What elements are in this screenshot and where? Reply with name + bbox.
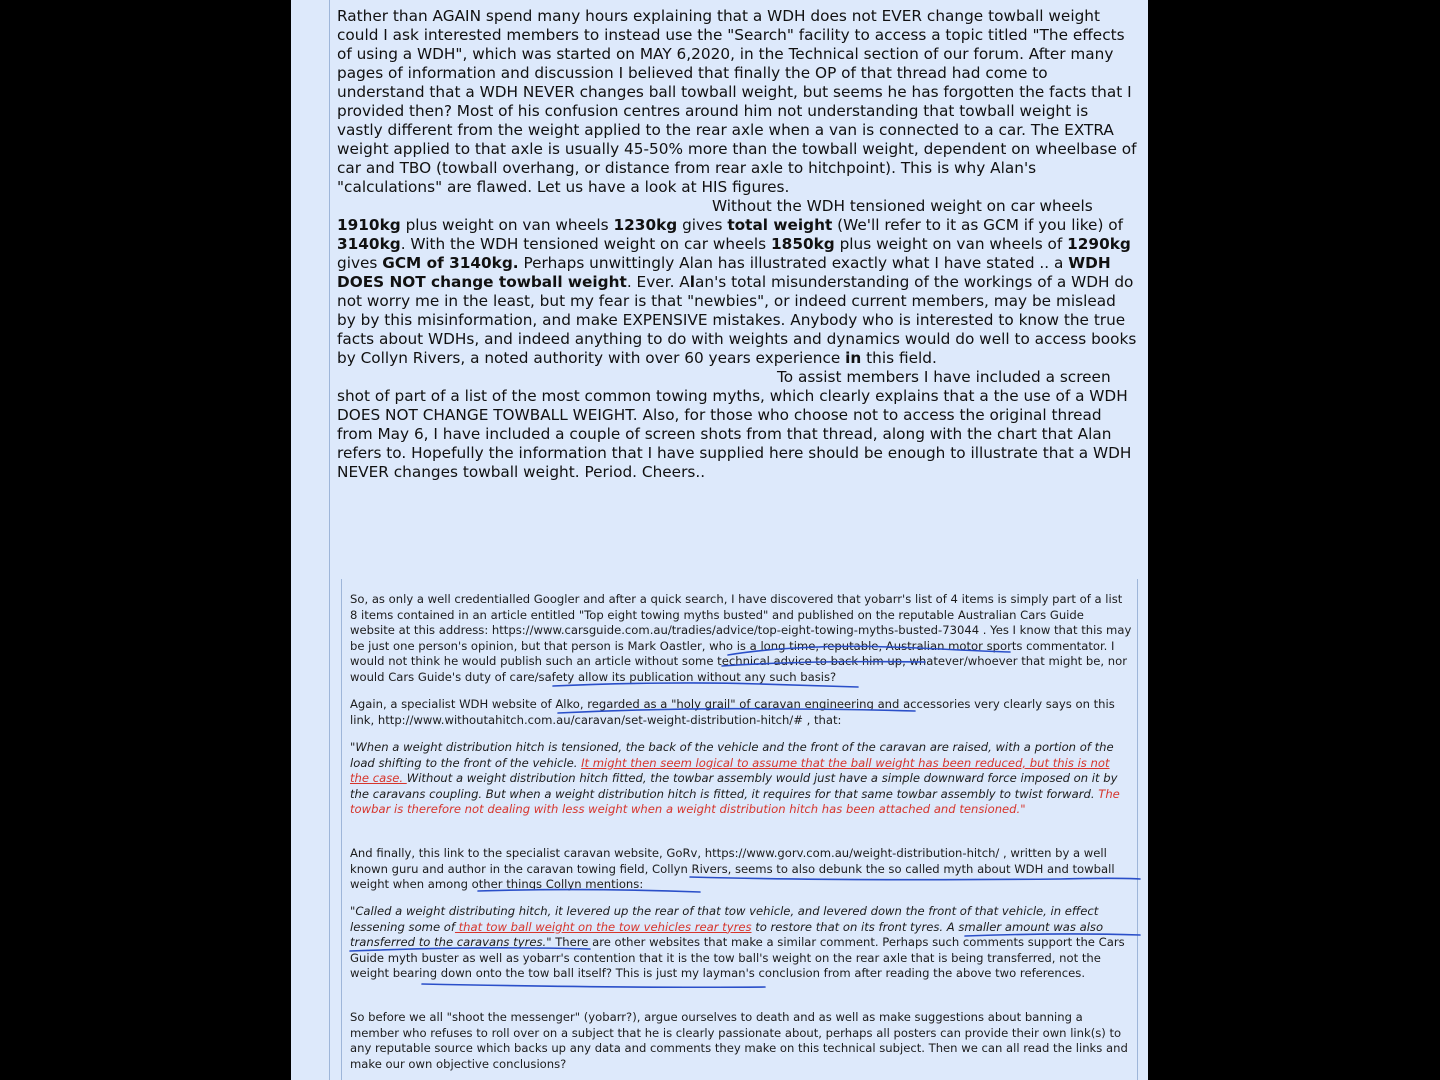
quote-paragraph-collyn: "Called a weight distributing hitch, it levered up the rear of that tow vehicle, and levered down the front of that vehicle, in effect lessening some of that tow ball weight on the tow vehicles rear tyres to restore that on its front tyres. A smaller amount was also transferred to the caravans tyres." There are other websites that make a similar comment. Perhaps such comments support the Cars Guide myth buster as well as yobarr's contention that it is the tow ball's weight on the rear axle that is being transferred, not the weight bearing down onto the tow ball itself? This is just my layman's conclusion from after reading the above two references. [350, 904, 1125, 980]
quote-paragraph-gorv: And finally, this link to the specialist caravan website, GoRv, https://www.gorv.com.au/weight-distribution-hitch/ , written by a well known guru and author in the caravan towing field, Collyn Rivers, seems to also debunk the so called myth about WDH and towball weight when among other things Collyn mentions: [350, 846, 1115, 891]
gcm-value-2: GCM of 3140kg. [382, 254, 519, 272]
quote-paragraph-alko: Again, a specialist WDH website of Alko, regarded as a "holy grail" of caravan engineering and accessories very clearly says on this link, http://www.withoutahitch.com.au/caravan/set-weight-distribution-hitch/# , that: [350, 697, 1115, 727]
key-statement: WDH DOES NOT change towball weight [337, 254, 1111, 291]
total-weight-label: total weight [727, 216, 833, 234]
van-wheels-weight-2: 1290kg [1067, 235, 1131, 253]
post-body: Rather than AGAIN spend many hours explaining that a WDH does not EVER change towball weight could I ask interested members to instead use the "Search" facility to access a topic titled "The effects of using a WDH", which was started on MAY 6,2020, in the Technical section of our forum. After many pages of information and discussion I believed that finally the OP of that thread had come to understand that a WDH NEVER changes ball towball weight, but seems he has forgotten the facts that I provided then? Most of his confusion centres around him not understanding that towball weight is vastly different from the weight applied to the rear axle when a van is connected to a car. The EXTRA weight applied to that axle is usually 45-50% more than the towball weight, dependent on wheelbase of car and TBO (towball overhang, or distance from rear axle to hitchpoint). This is why Alan's "calculations" are flawed. Let us have a look at HIS figures.Without the WDH tensioned weight on car wheels 1910kg plus weight on van wheels 1230kg gives total weight (We'll refer to it as GCM if you like) of 3140kg. With the WDH tensioned weight on car wheels 1850kg plus weight on van wheels of 1290kg gives GCM of 3140kg. Perhaps unwittingly Alan has illustrated exactly what I have stated .. a WDH DOES NOT change towball weight. Ever. Alan's total misunderstanding of the workings of a WDH do not worry me in the least, but my fear is that "newbies", or indeed current members, may be mislead by by this misinformation, and make EXPENSIVE mistakes. Anybody who is interested to know the true facts about WDHs, and indeed anything to do with weights and dynamics would do well to access books by Collyn Rivers, a noted authority with over 60 years experience in this field.To assist members I have included a screen shot of part of a list of the most common towing myths, which clearly explains that a the use of a WDH DOES NOT CHANGE TOWBALL WEIGHT. Also, for those who choose not to access the original thread from May 6, I have included a couple of screen shots from that thread, along with the chart that Alan refers to. Hopefully the information that I have supplied here should be enough to illustrate that a WDH NEVER changes towball weight. Period. Cheers.. [337, 7, 1137, 481]
quote-red-underlined: It might then seem logical to assume that the ball weight has been reduced, but this is not the case. [350, 755, 1110, 785]
quote-red-underlined-2: that tow ball weight on the tow vehicles rear tyres [454, 919, 752, 934]
quote-red-text: The towbar is therefore not dealing with less weight when a weight distribution hitch has been attached and tensioned." [350, 786, 1120, 816]
van-wheels-weight-1: 1230kg [613, 216, 678, 234]
car-wheels-weight-1: 1910kg [337, 216, 401, 234]
post-text-2: Without the WDH tensioned weight on car wheels [712, 197, 1093, 215]
post-text-closing: To assist members I have included a screen shot of part of a list of the most common towing myths, which clearly explains that a the use of a WDH DOES NOT CHANGE TOWBALL WEIGHT. Also, for those who choose not to access the original thread from May 6, I have included a couple of screen shots from that thread, along with the chart that Alan refers to. Hopefully the information that I have supplied here should be enough to illustrate that a WDH NEVER changes towball weight. Period. Cheers.. [337, 368, 1132, 481]
quote-paragraph-carsguide: So, as only a well credentialled Googler and after a quick search, I have discovered that yobarr's list of 4 items is simply part of a list 8 items contained in an article entitled "Top eight towing myths busted" and published on the reputable Australian Cars Guide website at this address: https://www.carsguide.com.au/tradies/advice/top-eight-towing-myths-busted-73044 . Yes I know that this may be just one person's opinion, but that person is Mark Oastler, who is a long time, reputable, Australian motor sports commentator. I would not think he would publish such an article without some technical advice to back him up, whatever/whoever that might be, nor would Cars Guide's duty of care/safety allow its publication without any such basis? [350, 592, 1132, 684]
quote-paragraph-alko-quote: "When a weight distribution hitch is tensioned, the back of the vehicle and the front of the caravan are raised, with a portion of the load shifting to the front of the vehicle. It might then seem logical to assume that the ball weight has been reduced, but this is not the case. Without a weight distribution hitch fitted, the towbar assembly would just have a simple downward force imposed on it by the caravans coupling. But when a weight distribution hitch is fitted, it requires for that same towbar assembly to twist forward. The towbar is therefore not dealing with less weight when a weight distribution hitch has been attached and tensioned." [350, 740, 1120, 816]
quote-paragraph-closing: So before we all "shoot the messenger" (yobarr?), argue ourselves to death and as well as make suggestions about banning a member who refuses to roll over on a subject that he is clearly passionate about, perhaps all posters can provide their own link(s) to any reputable source which backs up any data and comments they make on this technical subject. Then we can all read the links and make our own objective conclusions? [350, 1010, 1128, 1071]
gcm-value-1: 3140kg [337, 235, 401, 253]
post-text-1: Rather than AGAIN spend many hours explaining that a WDH does not EVER change towball weight could I ask interested members to instead use the "Search" facility to access a topic titled "The effects of using a WDH", which was started on MAY 6,2020, in the Technical section of our forum. After many pages of information and discussion I believed that finally the OP of that thread had come to understand that a WDH NEVER changes ball towball weight, but seems he has forgotten the facts that I provided then? Most of his confusion centres around him not understanding that towball weight is vastly different from the weight applied to the rear axle when a van is connected to a car. The EXTRA weight applied to that axle is usually 45-50% more than the towball weight, dependent on wheelbase of car and TBO (towball overhang, or distance from rear axle to hitchpoint). This is why Alan's "calculations" are flawed. Let us have a look at HIS figures. [337, 7, 1137, 196]
car-wheels-weight-2: 1850kg [771, 235, 835, 253]
